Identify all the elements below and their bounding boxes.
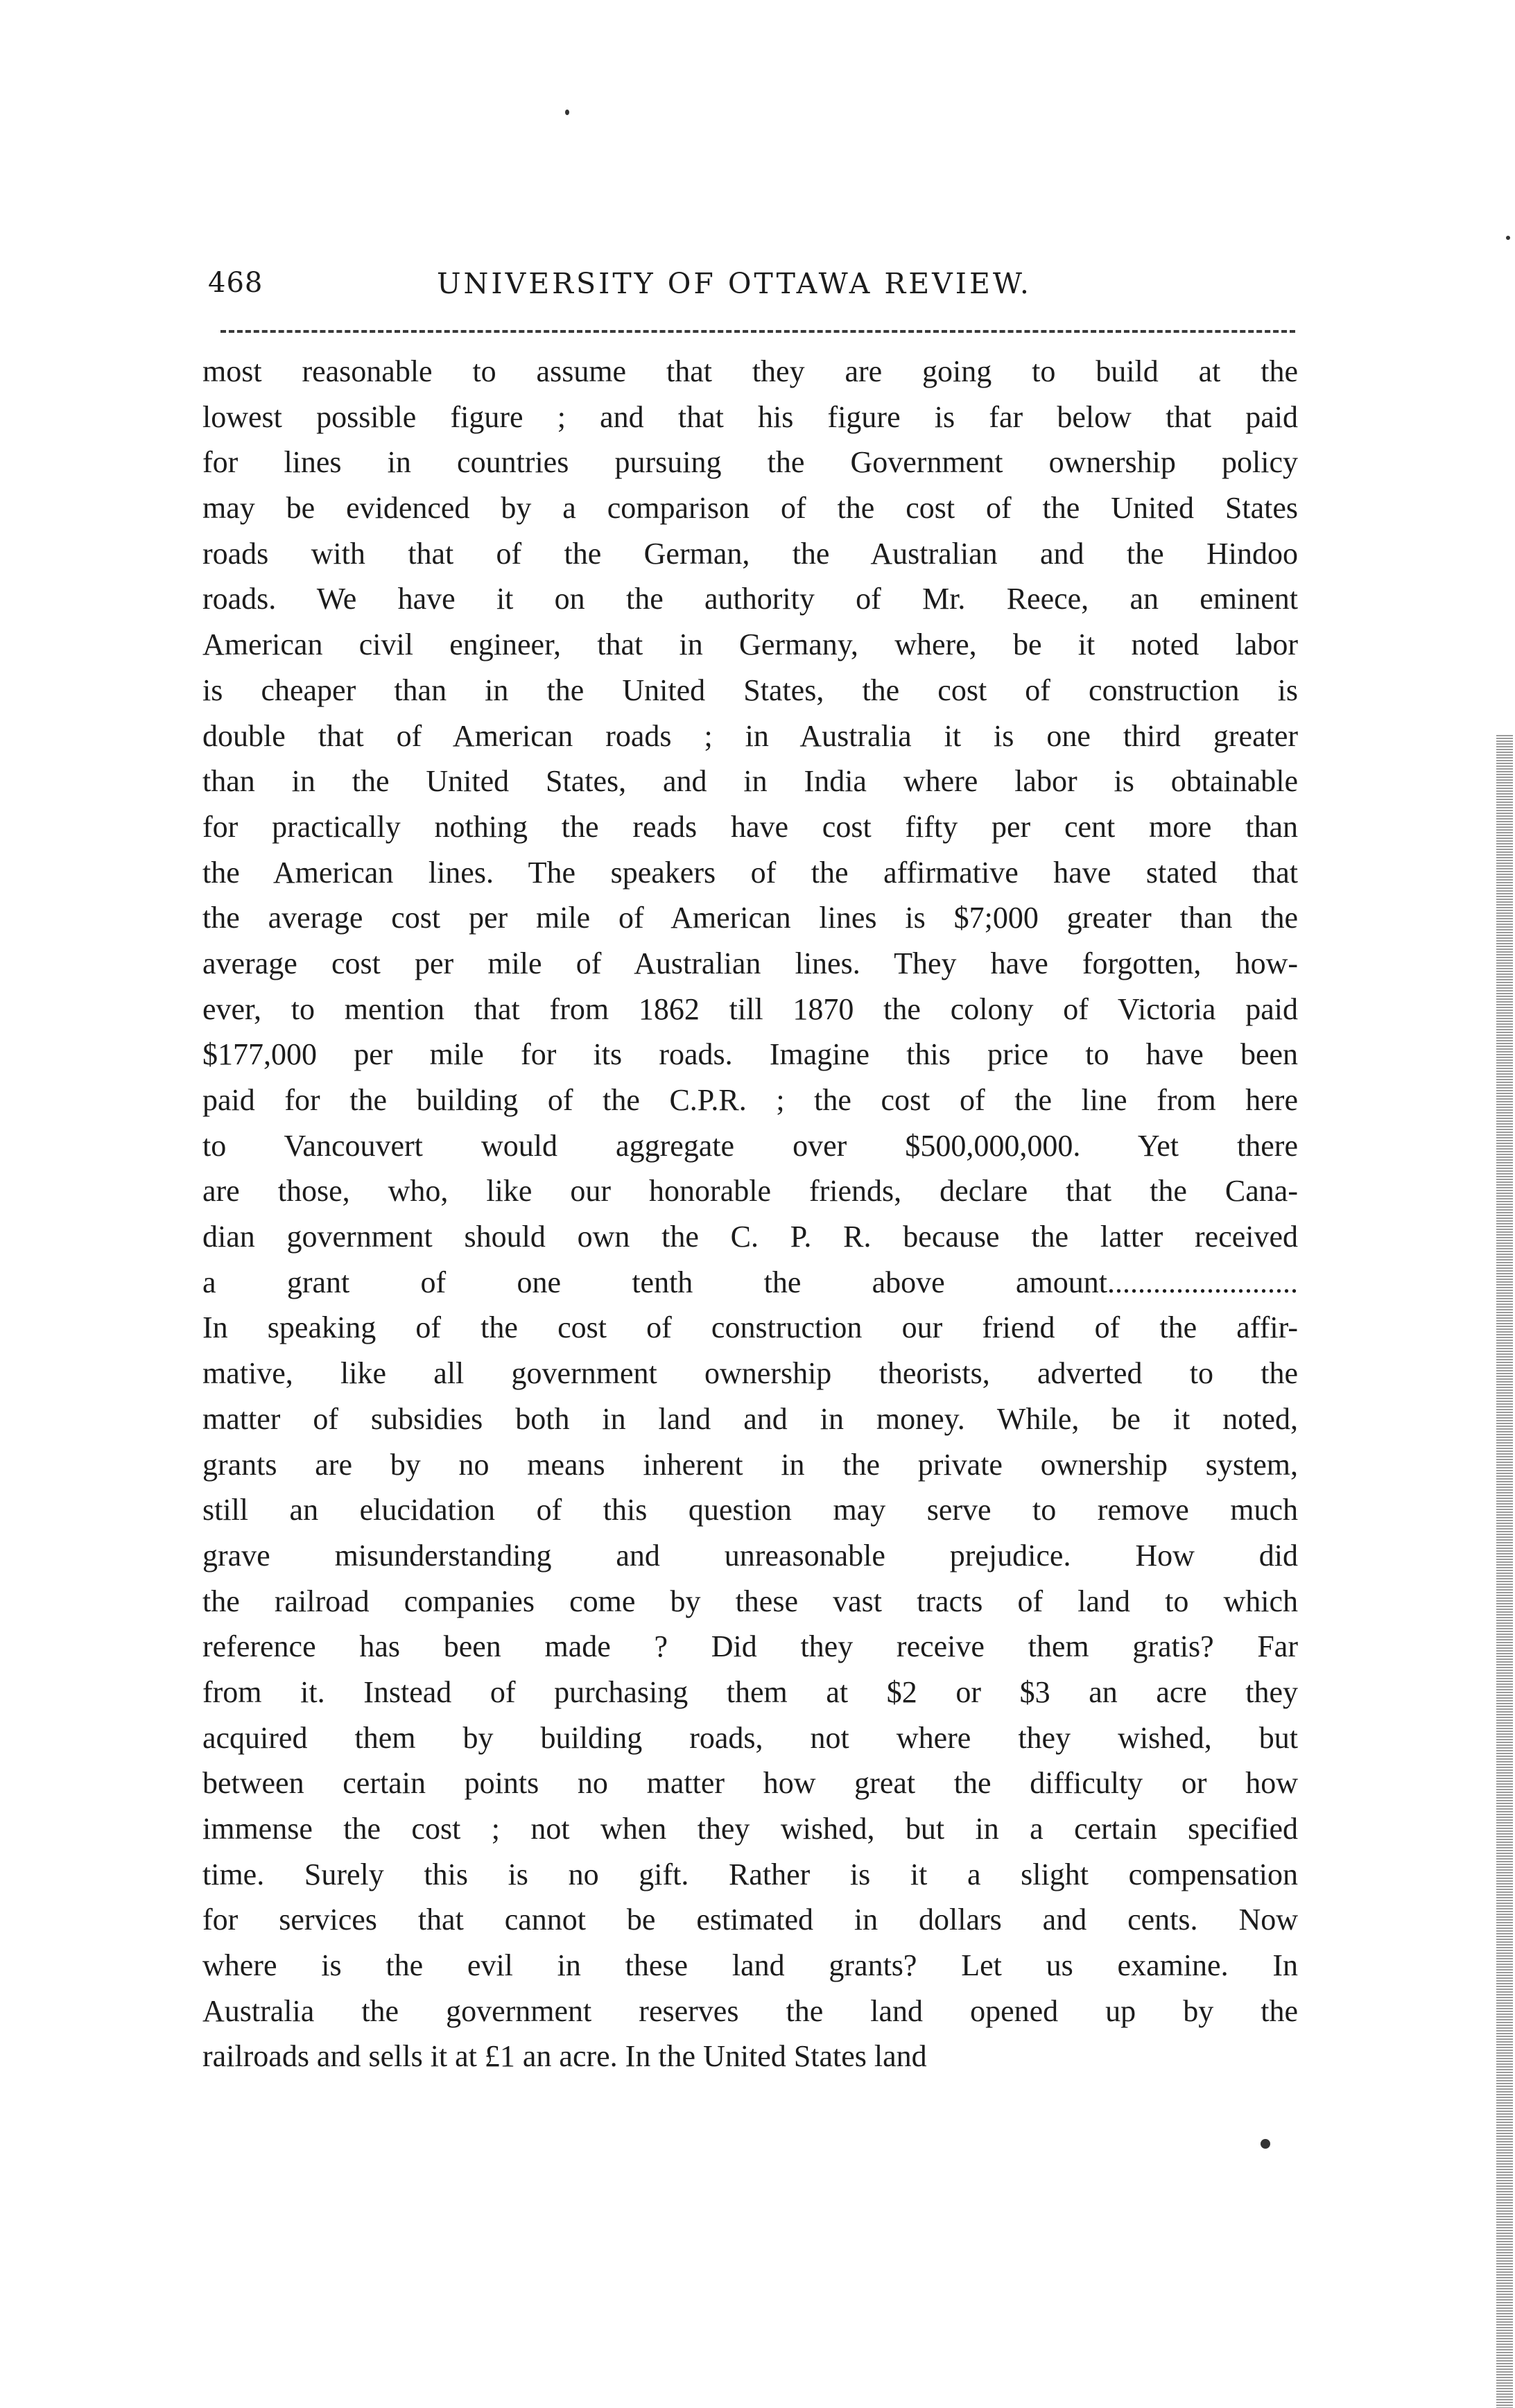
text-line: still an elucidation of this question may serve to remove much: [202, 1493, 1298, 1527]
text-line: railroads and sells it at £1 an acre. In the United States land: [202, 2039, 927, 2074]
text-line: ever, to mention that from 1862 till 1870 the colony of Victoria paid: [202, 991, 1298, 1026]
bullet-mark: [1261, 2139, 1270, 2149]
text-line: most reasonable to assume that they are going to build at the: [202, 354, 1298, 388]
text-line: to Vancouvert would aggregate over $500,000,000. Yet there: [202, 1128, 1298, 1163]
text-line: is cheaper than in the United States, the cost of construction is: [202, 673, 1298, 707]
text-line: are those, who, like our honorable friends, declare that the Cana-: [202, 1174, 1298, 1209]
text-line: In speaking of the cost of construction our friend of the affir-: [202, 1310, 1298, 1345]
text-line: paid for the building of the C.P.R. ; the cost of the line from here: [202, 1083, 1298, 1117]
text-line: for lines in countries pursuing the Government ownership policy: [202, 445, 1298, 480]
ink-speck: [1506, 236, 1510, 240]
text-line: matter of subsidies both in land and in money. While, be it noted,: [202, 1401, 1298, 1436]
text-line: grave misunderstanding and unreasonable prejudice. How did: [202, 1538, 1298, 1573]
text-line: roads with that of the German, the Australian and the Hindoo: [202, 536, 1298, 571]
text-line: American civil engineer, that in Germany, where, be it noted labor: [202, 627, 1298, 662]
text-line: may be evidenced by a comparison of the cost of the United States: [202, 491, 1298, 526]
text-line: $177,000 per mile for its roads. Imagine this price to have been: [202, 1037, 1298, 1072]
text-line: Australia the government reserves the land opened up by the: [202, 1993, 1298, 2028]
text-line: mative, like all government ownership theorists, adverted to the: [202, 1356, 1298, 1391]
text-line: from it. Instead of purchasing them at $2 or $3 an acre they: [202, 1674, 1298, 1709]
body-text: [202, 349, 1298, 2079]
text-line: average cost per mile of Australian lines. They have forgotten, how-: [202, 946, 1298, 980]
page-edge-strip: [1496, 735, 1513, 2408]
ink-speck: [565, 110, 569, 115]
header-rule: [220, 330, 1295, 333]
text-line: time. Surely this is no gift. Rather is it a slight compensation: [202, 1857, 1298, 1891]
text-line: the railroad companies come by these vast tracts of land to which: [202, 1584, 1298, 1618]
page-header: [208, 267, 1304, 315]
text-line: reference has been made ? Did they receive them gratis? Far: [202, 1629, 1298, 1664]
text-line: the average cost per mile of American lines is $7;000 greater than the: [202, 901, 1298, 935]
text-line: dian government should own the C. P. R. because the latter received: [202, 1220, 1298, 1254]
text-line: immense the cost ; not when they wished, but in a certain specified: [202, 1812, 1298, 1846]
text-line: grants are by no means inherent in the private ownership system,: [202, 1447, 1298, 1482]
text-line: than in the United States, and in India where labor is obtainable: [202, 764, 1298, 799]
text-line: for services that cannot be estimated in dollars and cents. Now: [202, 1903, 1298, 1937]
text-line: roads. We have it on the authority of Mr. Reece, an eminent: [202, 582, 1298, 616]
text-line: for practically nothing the reads have cost fifty per cent more than: [202, 809, 1298, 844]
text-line: acquired them by building roads, not where they wished, but: [202, 1720, 1298, 1755]
text-line: the American lines. The speakers of the affirmative have stated that: [202, 855, 1298, 890]
text-line: double that of American roads ; in Australia it is one third greater: [202, 718, 1298, 753]
running-title: UNIVERSITY OF OTTAWA REVIEW.: [437, 267, 1032, 300]
text-line: between certain points no matter how great the difficulty or how: [202, 1766, 1298, 1801]
text-line: lowest possible figure ; and that his figure is far below that paid: [202, 399, 1298, 434]
text-line: where is the evil in these land grants? Let us examine. In: [202, 1948, 1298, 1983]
page-number: 468: [208, 267, 263, 299]
text-line: a grant of one tenth the above amount.........................: [202, 1265, 1298, 1299]
